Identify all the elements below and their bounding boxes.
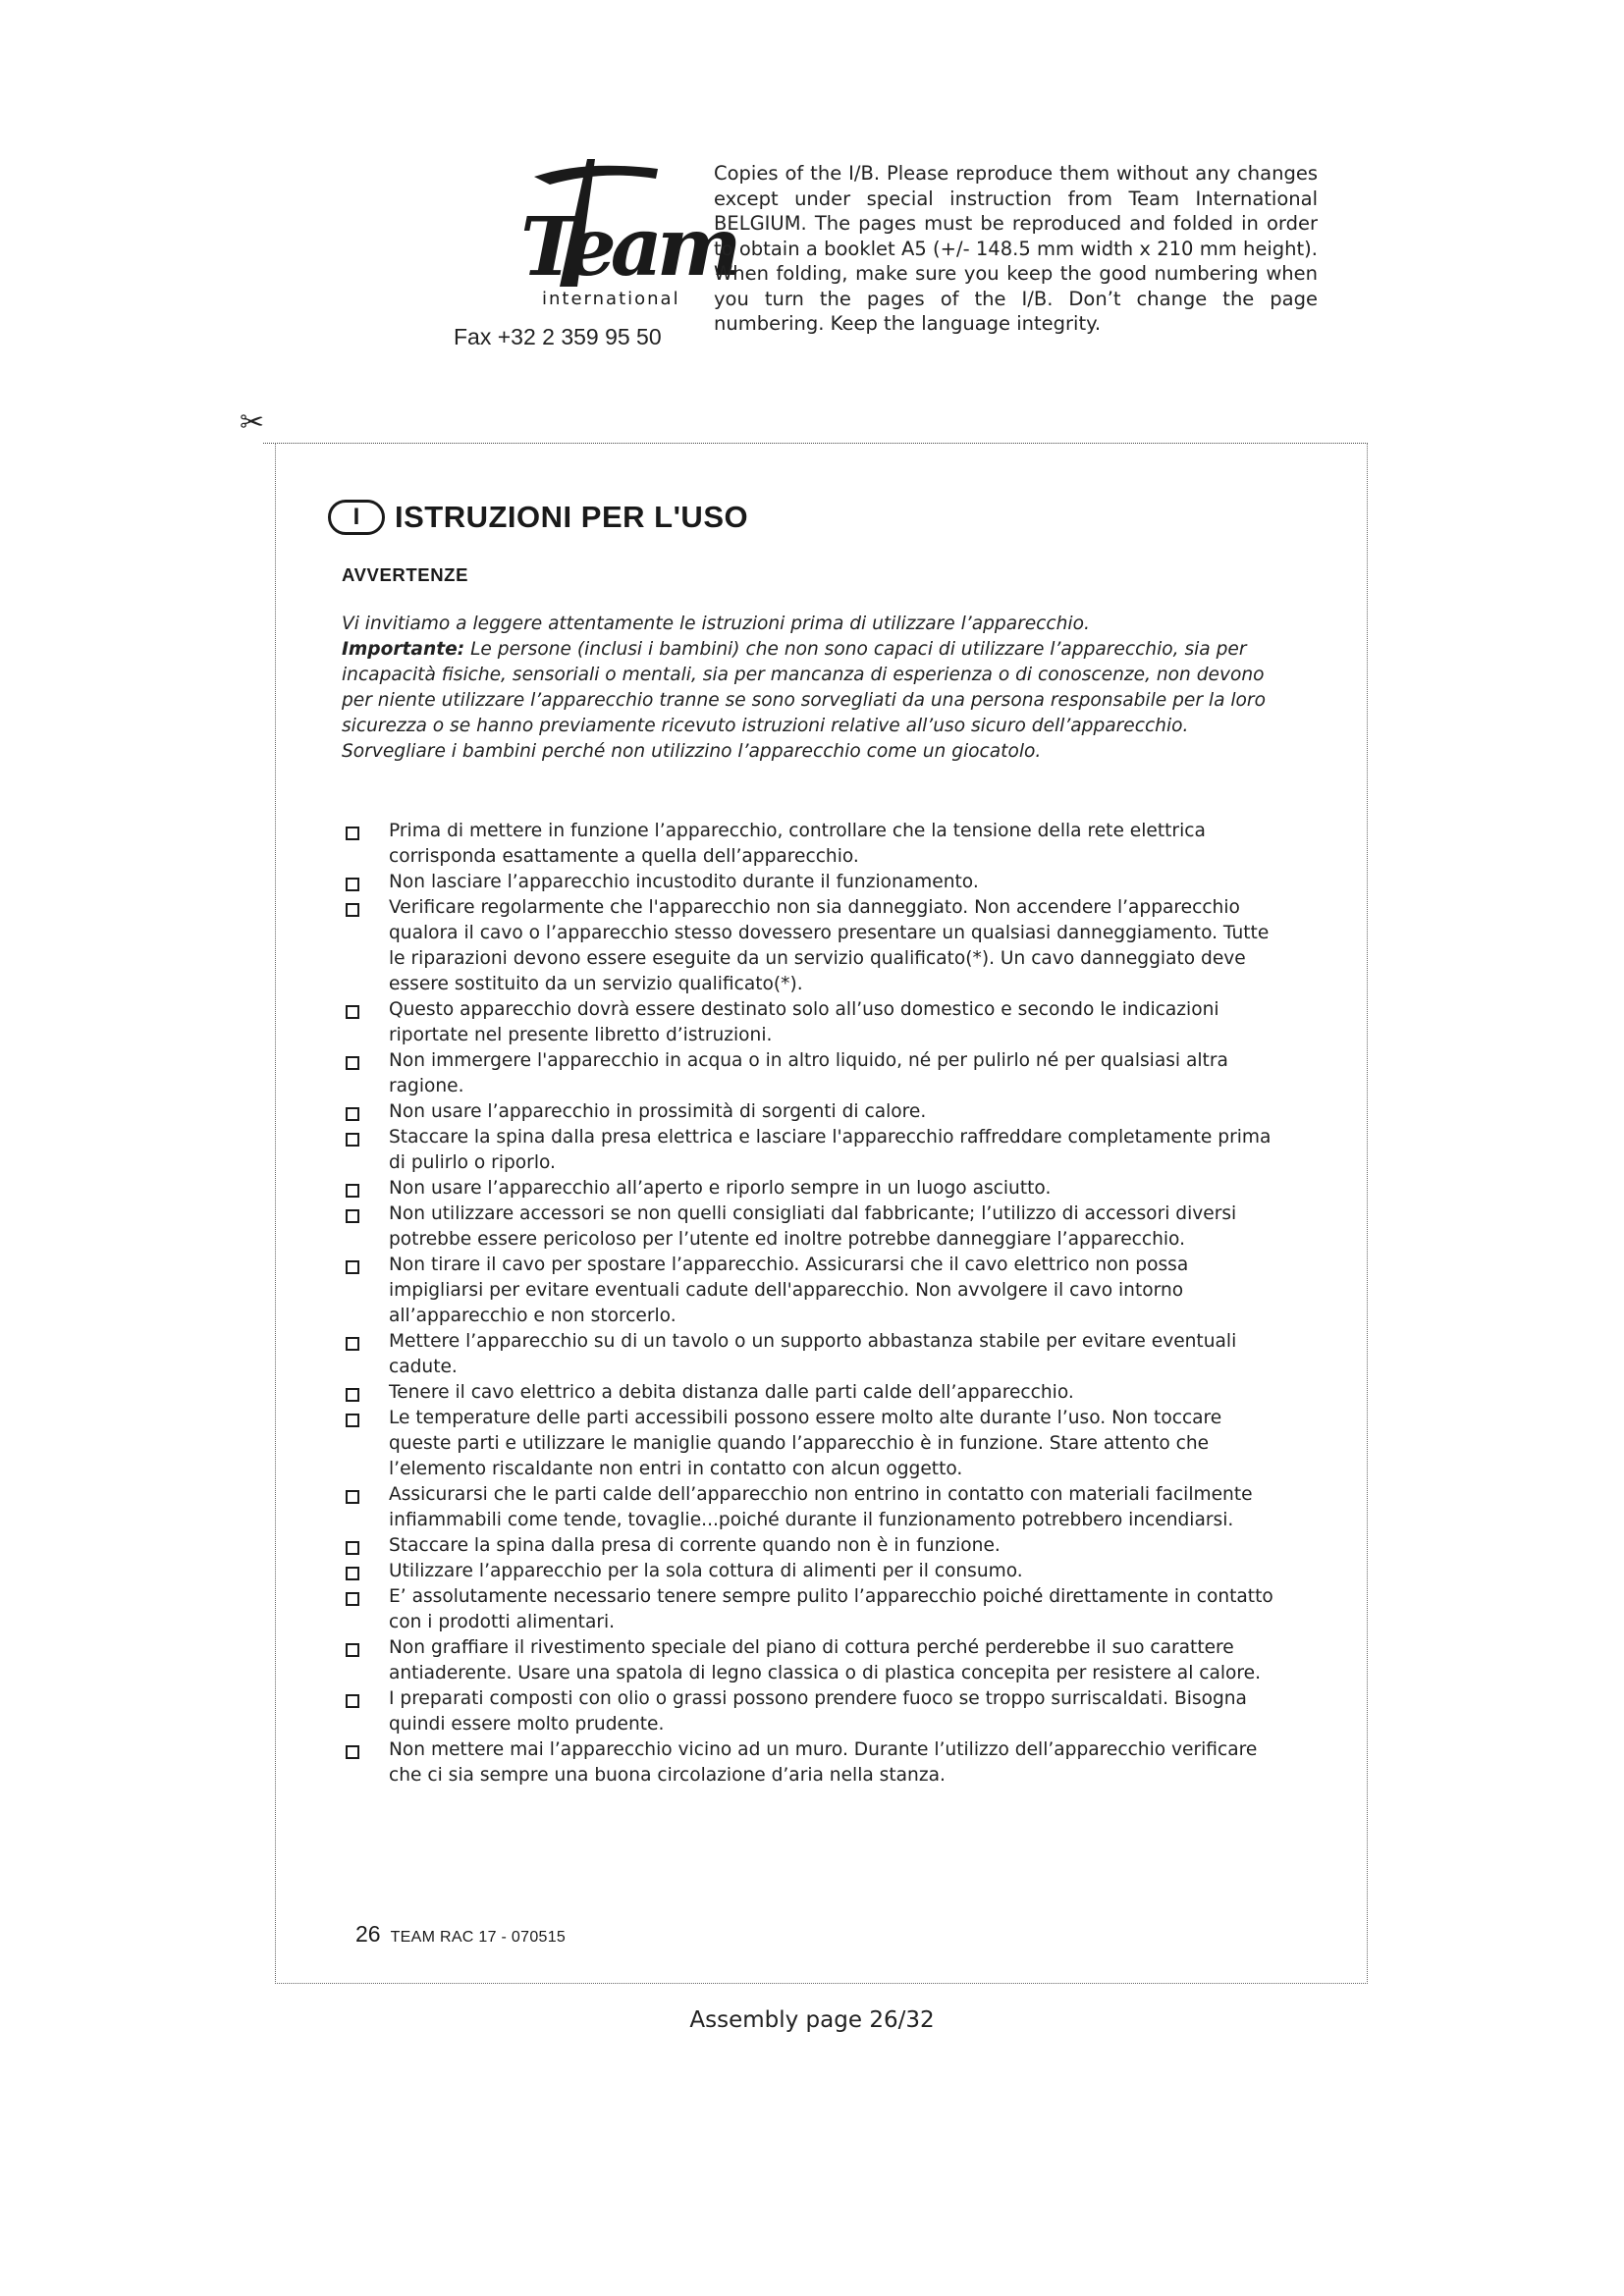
list-item	[346, 895, 1288, 997]
checkbox-icon	[346, 878, 359, 891]
list-item-text: Non lasciare l’apparecchio incustodito durante il funzionamento.	[389, 872, 979, 892]
important-label: Importante:	[342, 639, 465, 660]
list-item-text: Non tirare il cavo per spostare l’apparecchio. Assicurarsi che il cavo elettrico non possa impigliarsi per evitare eventuali cadute dell'apparecchio. Non avvolgere il cavo intorno all’apparecchio e non storcerlo.	[389, 1255, 1189, 1326]
warnings-list	[346, 819, 1288, 1789]
list-item	[346, 1584, 1288, 1635]
list-item-text: Non graffiare il rivestimento speciale del piano di cottura perché perderebbe il suo carattere antiaderente. Usare una spatola di legno classica o di plastica concepita per resistere al calore.	[389, 1637, 1262, 1683]
list-item	[346, 1253, 1288, 1329]
list-item-text: Questo apparecchio dovrà essere destinato solo all’uso domestico e secondo le indicazioni riportate nel presente libretto d’istruzioni.	[389, 999, 1219, 1045]
list-item-text: Mettere l’apparecchio su di un tavolo o un supporto abbastanza stabile per evitare eventuali cadute.	[389, 1331, 1237, 1377]
list-item-text: Non immergere l'apparecchio in acqua o in altro liquido, né per pulirlo né per qualsiasi altra ragione.	[389, 1050, 1228, 1096]
list-item	[346, 1125, 1288, 1176]
list-item-text: Assicurarsi che le parti calde dell’apparecchio non entrino in contatto con materiali facilmente infiammabili come tende, tovaglie...poiché durante il funzionamento potrebbero incendiarsi.	[389, 1484, 1253, 1530]
list-item-text: Staccare la spina dalla presa elettrica e lasciare l'apparecchio raffreddare completamente prima di pulirlo o riporlo.	[389, 1127, 1272, 1173]
list-item	[346, 870, 1288, 895]
checkbox-icon	[346, 1592, 359, 1606]
list-item-text: Verificare regolarmente che l'apparecchio non sia danneggiato. Non accendere l’apparecchio qualora il cavo o l’apparecchio stesso dovessero presentare un qualsiasi danneggiamento. Tutte le riparazioni devono essere eseguite da un servizio qualificato(*). Un cavo danneggiato deve essere sostituito da un servizio qualificato(*).	[389, 897, 1270, 994]
scissors-icon: ✂	[240, 405, 265, 440]
list-item-text: Prima di mettere in funzione l’apparecchio, controllare che la tensione della rete elettrica corrisponda esattamente a quella dell’apparecchio.	[389, 821, 1206, 867]
list-item-text: Non utilizzare accessori se non quelli consigliati dal fabbricante; l’utilizzo di accessori diversi potrebbe essere pericoloso per l’utente ed inoltre potrebbe danneggiare l’apparecchio.	[389, 1203, 1237, 1250]
checkbox-icon	[346, 1414, 359, 1427]
checkbox-icon	[346, 1337, 359, 1351]
important-paragraph	[342, 637, 1284, 739]
page-title: ISTRUZIONI PER L'USO	[395, 500, 749, 534]
list-item	[346, 1201, 1288, 1253]
checkbox-icon	[346, 1005, 359, 1019]
checkbox-icon	[346, 827, 359, 840]
list-item	[346, 1329, 1288, 1380]
assembly-page-label: Assembly page 26/32	[689, 2007, 935, 2033]
checkbox-icon	[346, 1260, 359, 1274]
logo-wordmark: Team	[520, 200, 736, 294]
intro-line: Vi invitiamo a leggere attentamente le istruzioni prima di utilizzare l’apparecchio.	[342, 614, 1090, 634]
intro-text	[342, 612, 1284, 765]
list-item-text: Staccare la spina dalla presa di corrente quando non è in funzione.	[389, 1535, 1001, 1556]
list-item	[346, 819, 1288, 870]
checkbox-icon	[346, 1643, 359, 1657]
intro-line: Sorvegliare i bambini perché non utilizzino l’apparecchio come un giocatolo.	[342, 741, 1042, 762]
model-code: TEAM RAC 17 - 070515	[390, 1929, 567, 1946]
team-logo-graphic	[491, 159, 736, 316]
checkbox-icon	[346, 1107, 359, 1121]
checkbox-icon	[346, 1567, 359, 1580]
list-item-text: Non usare l’apparecchio in prossimità di sorgenti di calore.	[389, 1101, 927, 1122]
list-item-text: Le temperature delle parti accessibili possono essere molto alte durante l’uso. Non toccare queste parti e utilizzare le maniglie quando l’apparecchio è in funzione. Stare attento che l’elemento riscaldante non entri in contatto con alcun oggetto.	[389, 1408, 1222, 1479]
list-item	[346, 1737, 1288, 1789]
list-item	[346, 1176, 1288, 1201]
logo-subtext: international	[542, 289, 680, 309]
list-item	[346, 1559, 1288, 1584]
list-item-text: Non usare l’apparecchio all’aperto e riporlo sempre in un luogo asciutto.	[389, 1178, 1052, 1199]
list-item-text: Utilizzare l’apparecchio per la sola cottura di alimenti per il consumo.	[389, 1561, 1023, 1581]
list-item	[346, 1406, 1288, 1482]
list-item	[346, 997, 1288, 1048]
team-international-logo	[491, 159, 736, 316]
checkbox-icon	[346, 1388, 359, 1402]
list-item-text: Tenere il cavo elettrico a debita distanza dalle parti calde dell’apparecchio.	[389, 1382, 1074, 1403]
list-item-text: Non mettere mai l’apparecchio vicino ad un muro. Durante l’utilizzo dell’apparecchio verificare che ci sia sempre una buona circolazione d’aria nella stanza.	[389, 1739, 1258, 1786]
list-item	[346, 1635, 1288, 1686]
list-item	[346, 1686, 1288, 1737]
checkbox-icon	[346, 1694, 359, 1708]
list-item	[346, 1482, 1288, 1533]
important-text: Le persone (inclusi i bambini) che non sono capaci di utilizzare l’apparecchio, sia per incapacità fisiche, sensoriali o mentali, sia per mancanza di esperienza o di conoscenze, non devono per niente utilizzare l’apparecchio tranne se sono sorvegliati da una persona responsabile per la loro sicurezza o se hanno previamente ricevuto istruzioni relative all’uso sicuro dell’apparecchio.	[342, 639, 1266, 736]
list-item	[346, 1533, 1288, 1559]
checkbox-icon	[346, 1056, 359, 1070]
checkbox-icon	[346, 1184, 359, 1198]
checkbox-icon	[346, 1490, 359, 1504]
checkbox-icon	[346, 1133, 359, 1147]
language-badge: I	[328, 500, 385, 535]
page-number: 26	[355, 1921, 381, 1947]
copies-notice: Copies of the I/B. Please reproduce them without any changes except under special instruction from Team International BELGIUM. The pages must be reproduced and folded in order to obtain a booklet A5 (+/- 148.5 mm width x 210 mm height). When folding, make sure you keep the good numbering when you turn the pages of the I/B. Don’t change the page numbering. Keep the language integrity.	[714, 162, 1318, 335]
checkbox-icon	[346, 1209, 359, 1223]
checkbox-icon	[346, 903, 359, 917]
page-footer	[355, 1921, 566, 1948]
list-item-text: I preparati composti con olio o grassi possono prendere fuoco se troppo surriscaldati. Bisogna quindi essere molto prudente.	[389, 1688, 1247, 1735]
list-item	[346, 1099, 1288, 1125]
checkbox-icon	[346, 1541, 359, 1555]
list-item	[346, 1380, 1288, 1406]
warnings-heading: AVVERTENZE	[342, 564, 469, 585]
section-heading	[328, 496, 748, 539]
fax-number: Fax +32 2 359 95 50	[454, 324, 662, 349]
list-item-text: E’ assolutamente necessario tenere sempre pulito l’apparecchio poiché direttamente in contatto con i prodotti alimentari.	[389, 1586, 1273, 1632]
checkbox-icon	[346, 1745, 359, 1759]
list-item	[346, 1048, 1288, 1099]
